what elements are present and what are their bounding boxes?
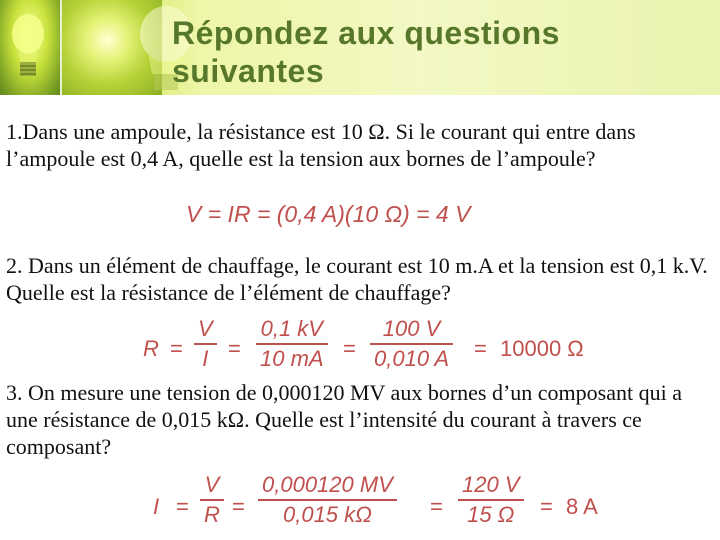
formula-lhs: I bbox=[153, 494, 160, 519]
equals-sign: = bbox=[170, 336, 183, 361]
fraction-denominator: 10 mA bbox=[260, 346, 324, 371]
fraction-bar bbox=[194, 343, 217, 345]
fraction-denominator: I bbox=[202, 346, 209, 371]
fraction-numerator: 100 V bbox=[382, 316, 441, 341]
fraction-denominator: R bbox=[204, 502, 220, 527]
fraction-2 bbox=[258, 472, 397, 528]
fraction-bar bbox=[370, 343, 453, 345]
fraction-bar bbox=[256, 343, 328, 345]
fraction-bar bbox=[458, 499, 524, 501]
formula-result: 10000 Ω bbox=[500, 336, 584, 361]
bulb-photo-left bbox=[0, 0, 60, 95]
equals-sign: = bbox=[176, 494, 189, 519]
fraction-bar bbox=[258, 499, 397, 501]
fraction-bar bbox=[200, 499, 224, 501]
fraction-2 bbox=[256, 316, 328, 372]
question-1-formula: V = IR = (0,4 A)(10 Ω) = 4 V bbox=[186, 201, 471, 227]
fraction-numerator: 0,000120 MV bbox=[262, 472, 393, 497]
fraction-3 bbox=[458, 472, 524, 528]
equals-sign: = bbox=[232, 494, 245, 519]
fraction-denominator: 0,015 kΩ bbox=[282, 502, 372, 527]
fraction-denominator: 15 Ω bbox=[467, 502, 515, 527]
formula-result: 8 A bbox=[566, 494, 598, 519]
equals-sign: = bbox=[474, 336, 487, 361]
fraction-1 bbox=[200, 472, 224, 528]
fraction-1 bbox=[194, 316, 217, 372]
page-title: Répondez aux questions suivantes bbox=[172, 15, 560, 89]
fraction-numerator: V bbox=[204, 472, 220, 497]
question-1-text: 1.Dans une ampoule, la résistance est 10 Ω. Si le courant qui entre dans l’ampoule est 0,4 A, quelle est la tension aux bornes de l’ampoule? bbox=[6, 119, 636, 171]
bulb-photo-right bbox=[62, 0, 162, 95]
fraction-3 bbox=[370, 316, 453, 372]
fraction-numerator: 0,1 kV bbox=[260, 316, 323, 341]
fraction-numerator: 120 V bbox=[462, 472, 520, 497]
question-2-text: 2. Dans un élément de chauffage, le courant est 10 m.A et la tension est 0,1 k.V. Quelle est la résistance de l’élément de chauffage? bbox=[6, 253, 708, 305]
lightbulb-icon bbox=[8, 10, 48, 85]
fraction-numerator: V bbox=[198, 316, 213, 341]
equals-sign: = bbox=[228, 336, 241, 361]
fraction-denominator: 0,010 A bbox=[374, 346, 450, 371]
equals-sign: = bbox=[343, 336, 356, 361]
formula-lhs: R bbox=[143, 336, 159, 361]
equals-sign: = bbox=[430, 494, 443, 519]
question-3-text: 3. On mesure une tension de 0,000120 MV aux bornes d’un composant qui a une résistance de 0,015 kΩ. Quelle est l’intensité du courant à travers ce composant? bbox=[6, 380, 682, 459]
equals-sign: = bbox=[540, 494, 553, 519]
